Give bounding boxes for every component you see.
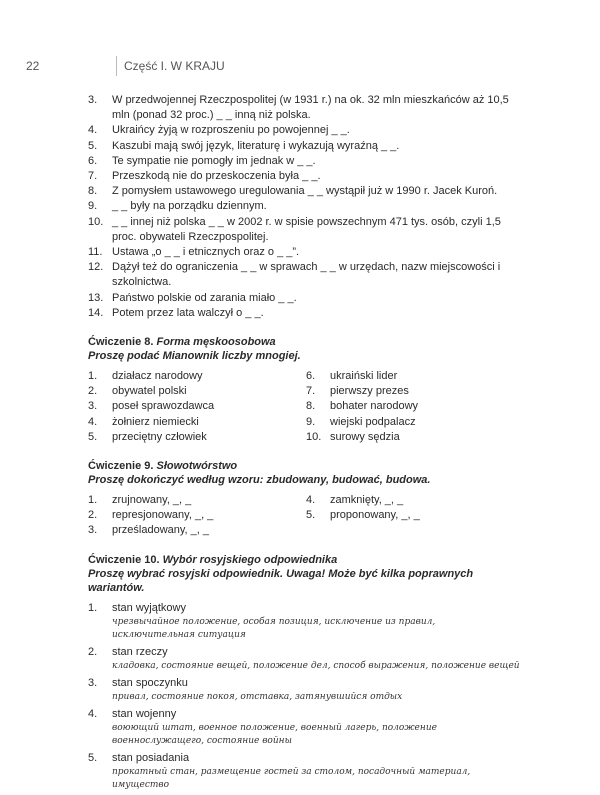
- list-item: 2. represjonowany, _, _: [88, 509, 214, 522]
- exercise-10-heading: [88, 553, 520, 567]
- exercise-10-instruction: Proszę wybrać rosyjski odpowiednik. Uwaga! Może być kilka poprawnych wariantów.: [88, 567, 474, 594]
- list-item: 5. stan posiadania прокатный стан, размещение гостей за столом, посадочный материал, имущество: [88, 751, 520, 792]
- exercise-9-instruction: Proszę dokończyć według wzoru: zbudowany, budować, budowa.: [88, 474, 431, 487]
- list-item: 4. zamknięty, _, _: [306, 494, 404, 507]
- list-item: [306, 523, 520, 538]
- list-item: 1. zrujnowany, _, _: [88, 494, 192, 507]
- list-item: 9. _ _ były na porządku dziennym.: [88, 200, 267, 213]
- list-item: 6. ukraiński lider: [306, 370, 398, 383]
- list-item: 10. surowy sędzia: [306, 430, 400, 443]
- list-item: 2. obywatel polski: [88, 385, 187, 398]
- list-item: 3. poseł sprawozdawca: [88, 400, 215, 413]
- exercise-10-title: Ćwiczenie 10.: [88, 553, 160, 566]
- polish-term: stan posiadania: [112, 751, 190, 764]
- polish-term: stan wojenny: [112, 707, 177, 720]
- list-item: 1. działacz narodowy: [88, 370, 203, 383]
- exercise-8-subtitle: Forma męskoosobowa: [156, 336, 276, 349]
- list-item: 10. _ _ innej niż polska _ _ w 2002 r. w spisie powszechnym 471 tys. osób, czyli 1,5 proc. obywateli Rzeczpospolitej.: [88, 215, 501, 243]
- list-item: 8. bohater narodowy: [306, 400, 419, 413]
- header-divider: [116, 56, 117, 76]
- exercise-9-heading: [88, 459, 520, 473]
- list-item: 11. Ustawa „o _ _ i etnicznych oraz o _ _”.: [88, 246, 300, 259]
- list-item: 9. wiejski podpalacz: [306, 415, 416, 428]
- exercise-8-heading: [88, 335, 520, 349]
- page-content: [88, 93, 520, 795]
- polish-term: stan rzeczy: [112, 645, 168, 658]
- page-number: 22: [26, 59, 40, 73]
- exercise-10-subtitle: Wybór rosyjskiego odpowiednika: [162, 553, 338, 566]
- page-header: [26, 56, 586, 76]
- list-item: 7. Przeszkodą nie do przeskoczenia była _ _.: [88, 170, 321, 183]
- list-item: 1. stan wyjątkowy чрезвычайное положение, особая позиция, исключение из правил, исключительная ситуация: [88, 601, 520, 642]
- exercise-9-title: Ćwiczenie 9.: [88, 460, 154, 473]
- list-item: 3. W przedwojennej Rzeczpospolitej (w 1931 r.) na ok. 32 mln mieszkańców aż 10,5 mln (ponad 32 proc.) _ _ inną niż polska.: [88, 94, 509, 122]
- list-item: 4. żołnierz niemiecki: [88, 415, 199, 428]
- list-item: 14. Potem przez lata walczył o _ _.: [88, 306, 264, 319]
- list-item: 13. Państwo polskie od zarania miało _ _.: [88, 291, 297, 304]
- russian-options: привал, состояние покоя, отставка, затянувшийся отдых: [112, 691, 403, 702]
- list-item: 7. pierwszy prezes: [306, 385, 409, 398]
- exercise-8-items: [88, 369, 520, 445]
- polish-term: stan wyjątkowy: [112, 601, 186, 614]
- list-item: 3. prześladowany, _, _: [88, 524, 210, 537]
- exercise-9-items: [88, 493, 520, 539]
- list-item: 6. Te sympatie nie pomogły im jednak w _ _.: [88, 154, 316, 167]
- exercise-10-items: [88, 601, 520, 792]
- exercise-8-instruction: Proszę podać Mianownik liczby mnogiej.: [88, 350, 301, 363]
- russian-options: чрезвычайное положение, особая позиция, исключение из правил, исключительная ситуация: [112, 616, 436, 640]
- exercise-8-title: Ćwiczenie 8.: [88, 336, 154, 349]
- list-item: 5. proponowany, _, _: [306, 509, 420, 522]
- exercise-9-subtitle: Słowotwórstwo: [156, 460, 238, 473]
- list-item: 5. przeciętny człowiek: [88, 430, 207, 443]
- list-item: 4. stan wojenny воюющий штат, военное положение, военный лагерь, положение военнослужащего, состояние войны: [88, 707, 520, 748]
- russian-options: воюющий штат, военное положение, военный лагерь, положение военнослужащего, состояние войны: [112, 722, 437, 746]
- polish-term: stan spoczynku: [112, 676, 188, 689]
- list-item: 2. stan rzeczy кладовка, состояние вещей, положение дел, способ выражения, положение вещей: [88, 645, 520, 671]
- sentence-list: [88, 93, 520, 321]
- list-item: 8. Z pomysłem ustawowego uregulowania _ _ wystąpił już w 1990 r. Jacek Kuroń.: [88, 185, 498, 198]
- list-item: 3. stan spoczynku привал, состояние покоя, отставка, затянувшийся отдых: [88, 676, 520, 704]
- russian-options: прокатный стан, размещение гостей за столом, посадочный материал, имущество: [112, 766, 471, 790]
- chapter-title: Część I. W KRAJU: [124, 59, 225, 73]
- list-item: 4. Ukraińcy żyją w rozproszeniu po powojennej _ _.: [88, 124, 350, 137]
- russian-options: кладовка, состояние вещей, положение дел, способ выражения, положение вещей: [112, 660, 520, 671]
- list-item: 5. Kaszubi mają swój język, literaturę i wykazują wyraźną _ _.: [88, 139, 400, 152]
- list-item: 12. Dążył też do ograniczenia _ _ w sprawach _ _ w urzędach, nazw miejscowości i szkolnictwa.: [88, 261, 501, 289]
